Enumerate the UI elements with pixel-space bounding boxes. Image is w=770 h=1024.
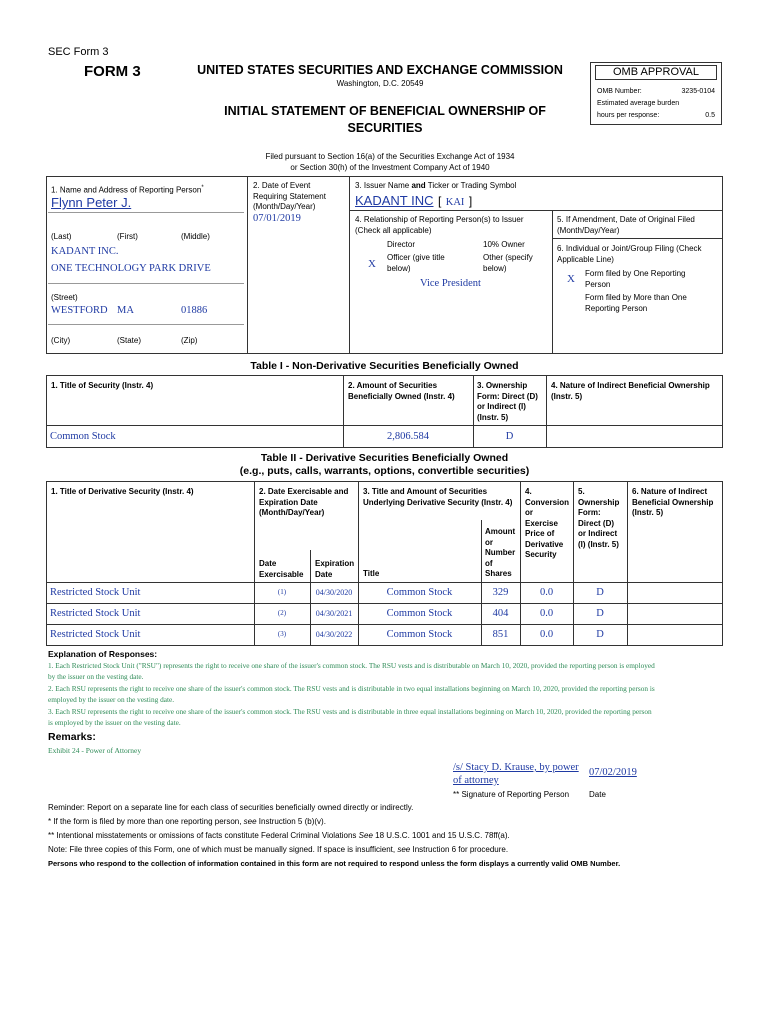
sec-form-label: SEC Form 3 <box>48 46 109 58</box>
t2-row-expiration: 04/30/2021 <box>315 609 353 618</box>
box4-label-l1: 4. Relationship of Reporting Person(s) to Issuer <box>355 215 524 224</box>
t2-col5-2: Form: <box>578 508 601 517</box>
t2-col4-2: or <box>525 508 533 517</box>
t2-col2-date-exercisable <box>259 559 303 580</box>
t2-row-price: 0.0 <box>539 608 554 619</box>
officer-label-l1: Officer (give title <box>387 253 445 262</box>
footnote-1-see: see <box>243 817 257 826</box>
one-person-l1: Form filed by One Reporting <box>585 269 686 278</box>
one-person-label <box>585 269 686 290</box>
t2-row-expiration: 04/30/2020 <box>315 588 353 597</box>
event-date: 07/01/2019 <box>253 213 301 224</box>
footnote-1-post: Instruction 5 (b)(v). <box>256 817 326 826</box>
signature-l1: /s/ Stacy D. Krause, by power <box>453 762 579 773</box>
zip-label: (Zip) <box>181 336 198 345</box>
city-value: WESTFORD <box>51 305 108 316</box>
t1-row-form: D <box>505 431 514 442</box>
city-label: (City) <box>51 336 71 345</box>
footnote-2-pre: ** Intentional misstatements or omissions of facts constitute Federal Criminal Violations <box>48 831 359 840</box>
t2-amount-2: Number <box>485 548 516 557</box>
one-person-checkmark: X <box>567 273 575 285</box>
omb-approval-box <box>590 62 722 125</box>
reporting-person-name[interactable]: Flynn Peter J. <box>51 195 132 210</box>
explanation-item-3 <box>48 707 728 728</box>
commission-title: UNITED STATES SECURITIES AND EXCHANGE COMMISSION <box>197 63 563 77</box>
box3-label-and: and <box>411 181 426 190</box>
t1-col3-l2: Form: Direct (D) <box>477 391 538 401</box>
t2-row-title: Restricted Stock Unit <box>50 608 141 619</box>
remarks-text: Exhibit 24 - Power of Attorney <box>48 746 142 755</box>
t2-row-price: 0.0 <box>539 629 554 640</box>
issuer-name[interactable]: KADANT INC <box>355 193 434 208</box>
explanation-2-l2: employed by the issuer on the vesting date. <box>48 694 175 704</box>
t1-row-amount: 2,806.584 <box>387 431 429 442</box>
one-person-l2: Person <box>585 279 611 289</box>
explanation-title: Explanation of Responses: <box>48 649 158 659</box>
t2-row-shares: 404 <box>492 608 509 619</box>
more-persons-label <box>585 293 687 314</box>
footnote-3-post: Instruction 6 for procedure. <box>410 845 509 854</box>
footnote-3-pre: Note: File three copies of this Form, one of which must be manually signed. If space is insufficient, <box>48 845 398 854</box>
footnote-2-post: 18 U.S.C. 1001 and 15 U.S.C. 78ff(a). <box>372 831 510 840</box>
t2-col1-header: 1. Title of Derivative Security (Instr. 4) <box>51 487 194 496</box>
t2-col5-0: 5. <box>578 487 585 496</box>
explanation-item-1 <box>48 661 728 682</box>
t2-col4-6: Security <box>525 550 557 559</box>
box4-label <box>355 215 524 236</box>
signature-date: 07/02/2019 <box>589 767 637 778</box>
table2-title-l1: Table II - Derivative Securities Beneficially Owned <box>260 452 509 464</box>
footnote-1 <box>48 817 326 828</box>
t2-col6-1: Beneficial Ownership <box>632 497 714 507</box>
omb-hours-value: 0.5 <box>705 112 715 119</box>
t2-row-form: D <box>596 587 604 598</box>
t2-col3-l1: 3. Title and Amount of Securities <box>363 487 488 496</box>
box6-label <box>557 244 702 265</box>
officer-label <box>387 253 445 274</box>
form-title-line2: SECURITIES <box>347 121 423 135</box>
box2-label-l1: 2. Date of Event <box>253 181 311 190</box>
signature-date-label: Date <box>589 790 606 799</box>
t2-row-exercisable: (2) <box>277 609 287 617</box>
t2-row-under-title: Common Stock <box>386 587 453 598</box>
explanation-1-l1: 1. Each Restricted Stock Unit ("RSU") represents the right to receive one share of the issuer's common stock. The RSU vests and is distributable on March 10, 2020, provided the reporting person is employed <box>48 661 655 670</box>
t2-col4-0: 4. <box>525 487 532 496</box>
box3-label <box>355 181 516 192</box>
t2-col3-header <box>363 487 512 508</box>
explanation-1-l2: by the issuer on the vesting date. <box>48 671 144 681</box>
box3-label-pre: 3. Issuer Name <box>355 181 412 190</box>
t2-col4-5: Derivative <box>525 539 564 549</box>
other-label-l1: Other (specify <box>483 253 533 262</box>
omb-number-label: OMB Number: <box>597 88 642 95</box>
issuer-line <box>355 192 472 210</box>
t2-row-under-title: Common Stock <box>386 608 453 619</box>
zip-value: 01886 <box>181 305 208 316</box>
t2-row-shares: 329 <box>492 587 509 598</box>
t1-col3-header <box>477 381 538 423</box>
box2-label-l3: (Month/Day/Year) <box>253 202 316 211</box>
t1-col3-l4: (Instr. 5) <box>477 412 509 422</box>
t2-col2-l3: (Month/Day/Year) <box>259 508 325 517</box>
t1-col3-l3: or Indirect (I) <box>477 402 526 411</box>
t1-col1-header: 1. Title of Security (Instr. 4) <box>51 381 154 390</box>
t2-col5-3: Direct (D) <box>578 518 615 528</box>
first-label: (First) <box>117 232 138 241</box>
t2-amount-4: Shares <box>485 569 512 578</box>
officer-title: Vice President <box>420 278 481 289</box>
filed-line1: Filed pursuant to Section 16(a) of the Securities Exchange Act of 1934 <box>265 152 515 161</box>
footnote-3 <box>48 845 508 856</box>
t2-amount-1: or <box>485 537 493 547</box>
t2-row-exercisable: (3) <box>277 630 287 638</box>
box5-label-l1: 5. If Amendment, Date of Original Filed <box>557 215 695 224</box>
signature[interactable] <box>453 761 579 787</box>
state-value: MA <box>117 305 134 316</box>
explanation-3-l1: 3. Each RSU represents the right to receive one share of the issuer's common stock. The RSU vests and is distributable in three equal installations beginning on March 10, 2020, provided the reporting person <box>48 707 652 716</box>
footnote-3-see: see <box>397 845 411 854</box>
t2-row-title: Restricted Stock Unit <box>50 629 141 640</box>
last-label: (Last) <box>51 232 72 241</box>
omb-number-value: 3235-0104 <box>681 88 715 95</box>
footnote-1-pre: * If the form is filed by more than one reporting person, <box>48 817 244 826</box>
explanation-item-2 <box>48 684 728 705</box>
table2-title <box>46 452 723 478</box>
t1-col4-header <box>551 381 710 402</box>
t2-col4-1: Conversion <box>525 497 570 507</box>
box5-label <box>557 215 695 236</box>
explanation-2-l1: 2. Each RSU represents the right to receive one share of the issuer's common stock. The RSU vests and is distributable in two equal installations beginning on March 10, 2020, provided the reporting person is <box>48 684 655 693</box>
t2-row-under-title: Common Stock <box>386 629 453 640</box>
ten-percent-owner-label: 10% Owner <box>483 240 525 249</box>
t2-row-title: Restricted Stock Unit <box>50 587 141 598</box>
t1-row-title: Common Stock <box>50 431 116 442</box>
t2-col3-title: Title <box>363 569 380 578</box>
t2-col2-header <box>259 487 348 519</box>
t1-col2-l2: Beneficially Owned (Instr. 4) <box>348 391 455 401</box>
box2-label-l2: Requiring Statement <box>253 191 326 201</box>
box3-label-post: Ticker or Trading Symbol <box>425 181 517 190</box>
filed-pursuant <box>180 152 600 173</box>
ticker-bracket-close: ] <box>468 194 473 208</box>
omb-hours-label: hours per response: <box>597 112 660 119</box>
address-line2: ONE TECHNOLOGY PARK DRIVE <box>51 263 211 274</box>
footnote-2 <box>48 831 510 842</box>
t2-col5-5: (I) (Instr. 5) <box>578 539 619 549</box>
t1-col4-l2: (Instr. 5) <box>551 391 583 401</box>
remarks-title: Remarks: <box>48 731 96 743</box>
box1-star: * <box>201 185 204 191</box>
form-title <box>200 103 570 137</box>
officer-checkmark: X <box>368 258 376 270</box>
t2-col5-4: or Indirect <box>578 529 618 538</box>
t2-row-price: 0.0 <box>539 587 554 598</box>
t2-col6-header <box>632 487 713 519</box>
other-label <box>483 253 533 274</box>
t2-col4-3: Exercise <box>525 518 558 528</box>
box5-label-l2: (Month/Day/Year) <box>557 225 620 235</box>
box6-label-l2: Applicable Line) <box>557 254 614 264</box>
t2-expiration-date-label: Date <box>315 569 333 579</box>
t2-col2-l2: Expiration Date <box>259 497 318 507</box>
t2-amount-3: of <box>485 558 493 568</box>
form-title-line1: INITIAL STATEMENT OF BENEFICIAL OWNERSHIP OF <box>224 104 546 118</box>
table2-title-l2: (e.g., puts, calls, warrants, options, convertible securities) <box>239 465 530 477</box>
t2-row-exercisable: (1) <box>277 588 287 596</box>
middle-label: (Middle) <box>181 232 210 241</box>
t2-row-form: D <box>596 629 604 640</box>
t2-col2-expiration <box>315 559 354 580</box>
signature-label: ** Signature of Reporting Person <box>453 790 570 799</box>
form-number: FORM 3 <box>84 63 141 80</box>
t1-col2-header <box>348 381 455 402</box>
table1-title: Table I - Non-Derivative Securities Beneficially Owned <box>250 360 519 372</box>
state-label: (State) <box>117 336 142 345</box>
t2-col4-header <box>525 487 569 561</box>
t1-col4-l1: 4. Nature of Indirect Beneficial Ownership <box>551 381 710 390</box>
address-line1: KADANT INC. <box>51 246 119 257</box>
t2-col5-1: Ownership <box>578 497 620 507</box>
t2-amount-0: Amount <box>485 527 516 536</box>
t2-col3-amount <box>485 527 515 580</box>
commission-city: Washington, D.C. 20549 <box>336 79 424 88</box>
explanation-3-l2: is employed by the issuer on the vesting date. <box>48 717 181 727</box>
ticker-bracket-open: [ <box>437 194 442 208</box>
explanation-list <box>48 661 728 728</box>
t1-col2-l1: 2. Amount of Securities <box>348 381 438 390</box>
signature-l2: of attorney <box>453 775 499 786</box>
t2-col2-l1: 2. Date Exercisable and <box>259 487 349 496</box>
t2-row-shares: 851 <box>492 629 509 640</box>
t2-date-label: Date <box>259 559 277 568</box>
filed-line2: or Section 30(h) of the Investment Company Act of 1940 <box>290 162 490 172</box>
t2-col3-l2: Underlying Derivative Security (Instr. 4) <box>363 497 513 507</box>
box1-label-text: 1. Name and Address of Reporting Person <box>51 185 202 195</box>
street-label: (Street) <box>51 293 78 302</box>
other-label-l2: below) <box>483 263 507 273</box>
more-persons-l2: Reporting Person <box>585 303 648 313</box>
t2-exercisable-label: Exercisable <box>259 569 304 579</box>
t2-row-expiration: 04/30/2022 <box>315 630 353 639</box>
footnote-2-see: See <box>358 831 373 840</box>
t2-col6-2: (Instr. 5) <box>632 508 664 517</box>
t1-col3-l1: 3. Ownership <box>477 381 528 390</box>
more-persons-l1: Form filed by More than One <box>585 293 687 302</box>
t2-col6-0: 6. Nature of Indirect <box>632 487 708 496</box>
box6-label-l1: 6. Individual or Joint/Group Filing (Check <box>557 244 702 253</box>
box2-label <box>253 181 326 213</box>
officer-label-l2: below) <box>387 263 411 273</box>
ticker-symbol: KAI <box>445 197 465 208</box>
t2-col5-header <box>578 487 619 550</box>
t2-row-form: D <box>596 608 604 619</box>
box4-label-l2: (Check all applicable) <box>355 225 432 235</box>
t2-expiration-label: Expiration <box>315 559 355 568</box>
omb-burden-label: Estimated average burden <box>597 100 680 107</box>
omb-disclaimer: Persons who respond to the collection of information contained in this form are not required to respond unless the form displays a currently valid OMB Number. <box>48 859 621 868</box>
director-label: Director <box>387 240 416 249</box>
t2-col4-4: Price of <box>525 529 555 538</box>
omb-title: OMB APPROVAL <box>595 65 717 80</box>
reminder-note: Reminder: Report on a separate line for each class of securities beneficially owned directly or indirectly. <box>48 803 414 812</box>
